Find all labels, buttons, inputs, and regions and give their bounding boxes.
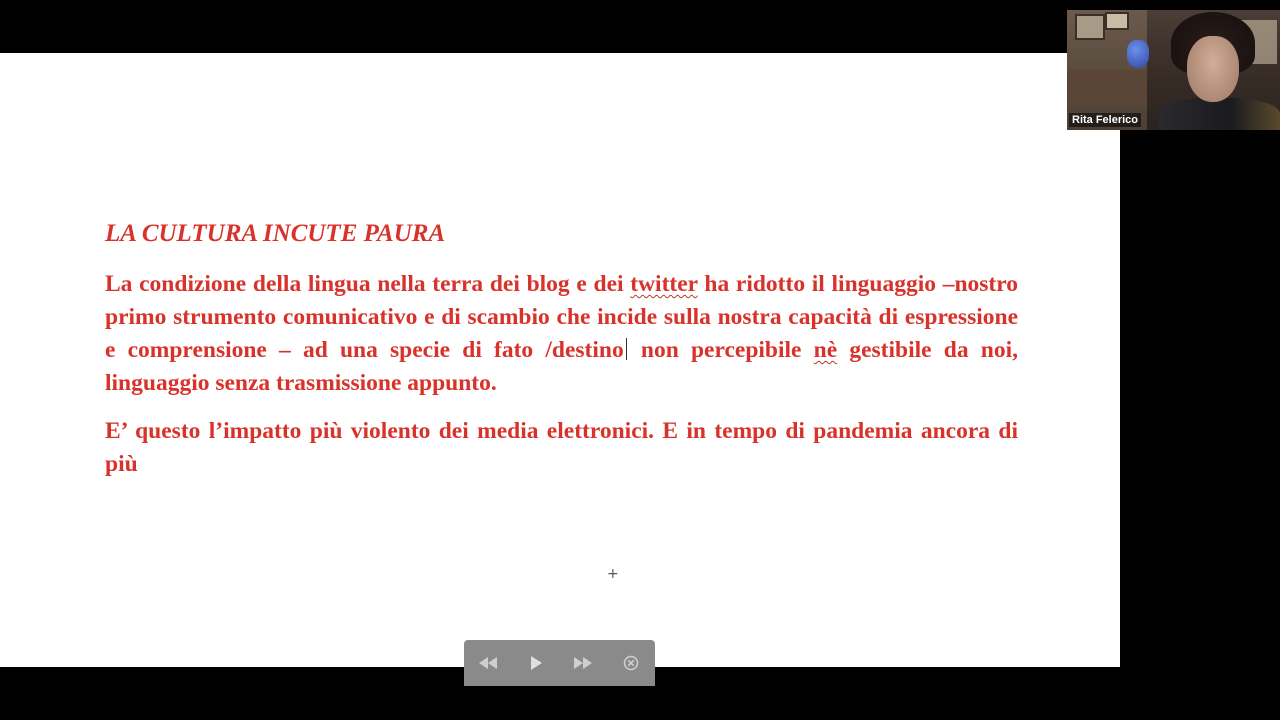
- picture-frame: [1075, 14, 1105, 40]
- slide-title: LA CULTURA INCUTE PAURA: [105, 220, 446, 247]
- fast-forward-button[interactable]: [571, 654, 595, 672]
- misspelled-word: twitter: [630, 271, 698, 297]
- picture-frame: [1105, 12, 1129, 30]
- media-controls-bar: [464, 640, 655, 686]
- participant-name-label: Rita Felerico: [1069, 113, 1141, 127]
- paragraph-text: ha ridotto il linguaggio –nostro primo strumento comunicativo e di scambio che incide sulla nostra capacità di espressione e comprensione – ad una specie di fato /destino: [105, 271, 1018, 363]
- fast-forward-icon: [572, 656, 594, 670]
- slide-paragraph-1: [105, 268, 1018, 400]
- paragraph-text: La condizione della lingua nella terra dei blog e dei: [105, 271, 631, 297]
- misspelled-word: nè: [813, 337, 838, 363]
- slide-paragraph-2: E’ questo l’impatto più violento dei media elettronici. E in tempo di pandemia ancora di più: [105, 418, 1018, 477]
- text-caret: [626, 338, 627, 360]
- play-icon: [528, 655, 544, 671]
- participant-video-tile[interactable]: [1067, 10, 1280, 130]
- rewind-icon: [477, 656, 499, 670]
- paragraph-text: gestibile da noi, linguaggio senza trasmissione appunto.: [105, 337, 1018, 396]
- participant-body: [1159, 98, 1280, 130]
- balloon-decoration: [1127, 40, 1149, 68]
- rewind-button[interactable]: [476, 654, 500, 672]
- video-background: [1067, 70, 1147, 106]
- paragraph-text: non percepibile: [628, 337, 814, 363]
- close-icon: [623, 655, 639, 671]
- crosshair-cursor-icon: +: [607, 566, 619, 582]
- presentation-slide: [0, 53, 1120, 667]
- participant-face: [1187, 36, 1239, 102]
- play-button[interactable]: [524, 654, 548, 672]
- close-controls-button[interactable]: [619, 654, 643, 672]
